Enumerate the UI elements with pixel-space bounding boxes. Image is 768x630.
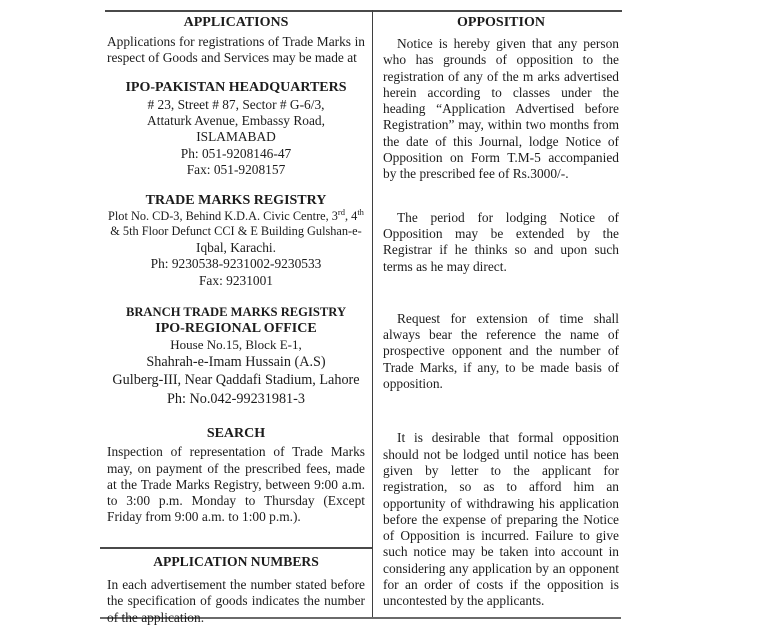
regional-phone: Ph: No.042-99231981-3 xyxy=(167,390,305,407)
opposition-heading: OPPOSITION xyxy=(457,15,545,30)
regional-office-address xyxy=(107,337,365,408)
hq-address-line: # 23, Street # 87, Sector # G-6/3, xyxy=(147,96,325,112)
registry-address xyxy=(107,206,365,289)
hq-address-line: Attaturk Avenue, Embassy Road, xyxy=(147,113,325,128)
opposition-paragraph-2: The period for lodging Notice of Opposition may be extended by the Registrar if he thinks so and upon such terms as he may direct. xyxy=(383,209,619,274)
column-divider xyxy=(372,10,373,618)
search-body: Inspection of representation of Trade Marks may, on payment of the prescribed fees, made at the Trade Marks Registry, between 9:00 a.m. to 3:00 p.m. Monday to Thursday (Except Friday from 9:00 a.m. to 1:00 p.m.). xyxy=(107,444,365,525)
registry-heading: TRADE MARKS REGISTRY xyxy=(145,192,327,208)
right-column xyxy=(383,14,619,610)
registry-address-line: Iqbal, Karachi. xyxy=(196,239,276,255)
registry-line1-mid: , 4 xyxy=(345,208,358,223)
opposition-paragraph-1: Notice is hereby given that any person who has grounds of opposition to the registration of any of the m arks advertised herein according to classes under the heading “Application Advertised before Registration” may, within two months from the date of this Journal, lodge Notice of Opposition on Form T.M-5 accompanied by the prescribed fee of Rs.3000/-. xyxy=(383,36,619,182)
applications-body: Applications for registrations of Trade Marks in respect of Goods and Services may be made at xyxy=(107,34,365,66)
application-numbers-body: In each advertisement the number stated before the specification of goods indicates the number of the application. xyxy=(107,577,365,625)
applications-heading: APPLICATIONS xyxy=(183,15,289,30)
hq-fax: Fax: 051-9208157 xyxy=(186,162,286,178)
hq-heading: IPO-PAKISTAN HEADQUARTERS xyxy=(125,79,347,95)
registry-phone: Ph: 9230538-9231002-9230533 xyxy=(150,256,322,272)
branch-registry-heading: BRANCH TRADE MARKS REGISTRY xyxy=(125,305,347,320)
regional-address-line: Gulberg-III, Near Qaddafi Stadium, Lahore xyxy=(112,372,360,389)
application-numbers-rule xyxy=(100,547,372,549)
opposition-paragraph-3: Request for extension of time shall always bear the reference the name of prospective opponent and the number of Trade Marks, if any, to be made basis of opposition. xyxy=(383,310,619,392)
application-numbers-section xyxy=(107,553,365,626)
regional-address-line: Shahrah-e-Imam Hussain (A.S) xyxy=(146,354,326,371)
hq-address xyxy=(107,97,365,179)
regional-office-heading: IPO-REGIONAL OFFICE xyxy=(155,321,317,337)
ordinal-superscript: rd xyxy=(337,206,346,217)
registry-address-line2: & 5th Floor Defunct CCI & E Building Gulshan-e- xyxy=(110,224,362,239)
regional-address-line: House No.15, Block E-1, xyxy=(170,337,302,353)
ordinal-superscript: th xyxy=(357,206,364,217)
opposition-paragraph-4: It is desirable that formal opposition should not be lodged until notice has been given by letter to the applicant for registration, so as to afford him an opportunity of withdrawing his application before the expense of preparing the Notice of Opposition is incurred. Failure to give such notice may be taken into account in considering any application by an opponent for an order of costs if the opposition is uncontested by the applicants. xyxy=(383,430,619,609)
search-heading: SEARCH xyxy=(206,426,266,442)
registry-line1-prefix: Plot No. CD-3, Behind K.D.A. Civic Centre, 3 xyxy=(108,208,338,223)
top-rule xyxy=(105,10,622,12)
hq-phone: Ph: 051-9208146-47 xyxy=(180,145,292,161)
application-numbers-heading: APPLICATION NUMBERS xyxy=(153,554,319,569)
registry-fax: Fax: 9231001 xyxy=(198,272,274,288)
hq-address-line: ISLAMABAD xyxy=(196,129,276,145)
left-column xyxy=(107,14,365,526)
registry-address-line1 xyxy=(107,206,365,225)
